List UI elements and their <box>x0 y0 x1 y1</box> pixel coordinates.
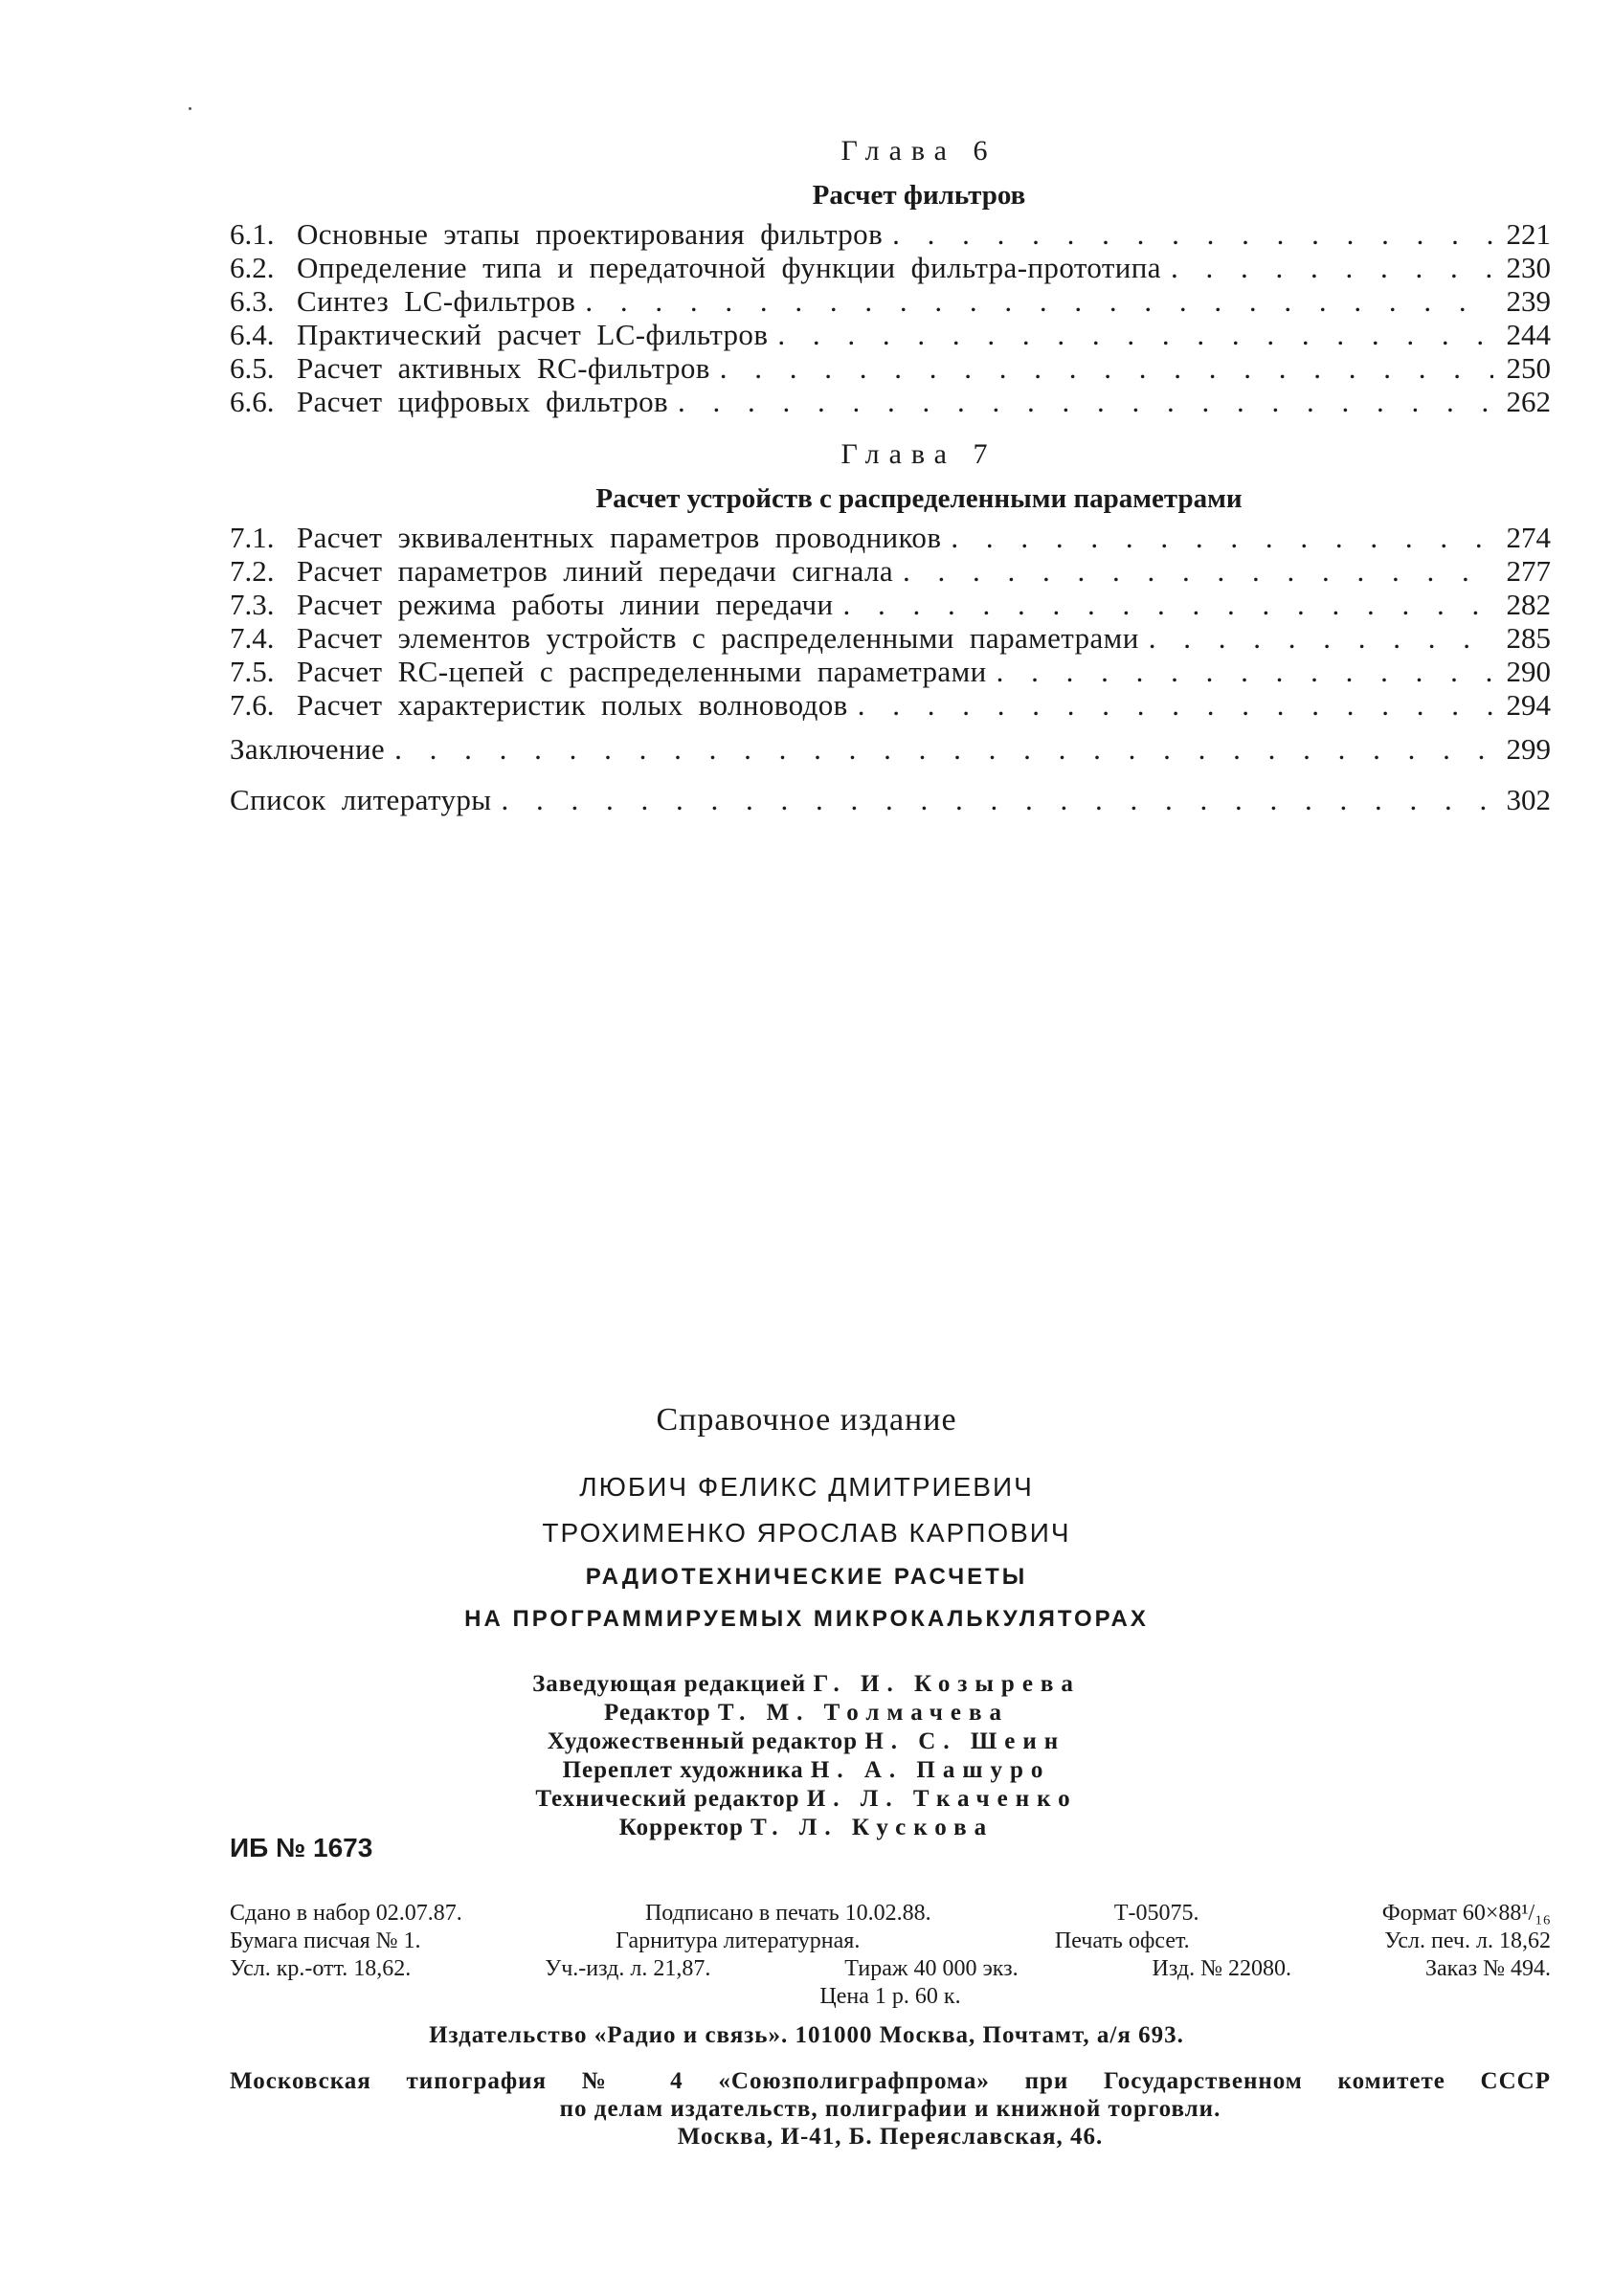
toc-entry-title: Список литературы <box>230 783 492 816</box>
toc-entry-number: 6.4. <box>230 318 275 351</box>
toc-entry <box>230 783 1551 831</box>
technical-field: Бумага писчая № 1. <box>230 1928 421 1953</box>
leader-dots <box>941 521 1493 554</box>
toc-conclusion <box>230 732 1551 780</box>
leader-dots <box>1139 621 1493 655</box>
toc-entry <box>230 588 1551 621</box>
toc-entry-title: Практический расчет LC-фильтров <box>297 318 769 351</box>
toc-entry-title: Синтез LC-фильтров <box>297 284 576 318</box>
technical-line <box>230 1955 1551 1983</box>
leader-dots <box>1161 251 1493 284</box>
author-name: ТРОХИМЕНКО ЯРОСЛАВ КАРПОВИЧ <box>542 1518 1071 1548</box>
toc-entry-number: 6.3. <box>230 284 275 318</box>
toc-entry <box>230 688 1551 722</box>
printer-line: по делам издательств, полиграфии и книжной торговли. <box>559 2096 1221 2122</box>
leader-dots <box>848 688 1493 722</box>
technical-field: Изд. № 22080. <box>1152 1956 1292 1981</box>
toc-entry-title: Расчет активных RC-фильтров <box>297 351 710 385</box>
technical-data <box>230 1900 1551 2011</box>
technical-field: Тираж 40 000 экз. <box>844 1956 1019 1981</box>
staff-name: Г. И. Козырева <box>813 1671 1081 1697</box>
toc-entry-page: 285 <box>1506 621 1551 655</box>
edition-type: Справочное издание <box>656 1402 957 1438</box>
technical-field: Печать офсет. <box>1054 1928 1190 1953</box>
staff-role: Технический редактор <box>535 1786 800 1812</box>
toc-entry-page: 262 <box>1506 385 1551 418</box>
toc-entry-number: 7.3. <box>230 588 275 621</box>
toc-entry-title: Расчет параметров линий передачи сигнала <box>297 554 893 588</box>
toc-entry-number: 6.5. <box>230 351 275 385</box>
toc-entry-number: 7.5. <box>230 655 275 688</box>
toc-entry-title: Расчет цифровых фильтров <box>297 385 669 418</box>
toc-entry-page: 299 <box>1506 732 1551 766</box>
technical-lines <box>230 1900 1551 1983</box>
toc-entry-page: 244 <box>1506 318 1551 351</box>
toc-entry <box>230 732 1551 780</box>
leader-dots <box>492 783 1493 816</box>
staff-name: Н. А. Пашуро <box>810 1757 1051 1783</box>
chapter-title: Расчет фильтров <box>812 180 1026 211</box>
printer-line: Московская типография № 4 «Союзполиграфпрома» при Государственном комитете СССР <box>230 2068 1551 2094</box>
staff-role: Переплет художника <box>562 1757 804 1783</box>
toc-entries <box>230 521 1551 722</box>
staff-name: Т. Л. Кускова <box>750 1815 995 1840</box>
book-title: НА ПРОГРАММИРУЕМЫХ МИКРОКАЛЬКУЛЯТОРАХ <box>464 1606 1149 1632</box>
toc-entry-page: 274 <box>1506 521 1551 554</box>
book-title: РАДИОТЕХНИЧЕСКИЕ РАСЧЕТЫ <box>585 1564 1028 1590</box>
toc-chapter-7 <box>230 433 1551 722</box>
toc-entry <box>230 385 1551 418</box>
staff-name: И. Л. Ткаченко <box>806 1786 1078 1812</box>
toc-bibliography <box>230 783 1551 831</box>
toc-entry <box>230 318 1551 351</box>
leader-dots <box>833 588 1493 621</box>
editorial-staff <box>0 1670 1613 1842</box>
technical-field: Усл. печ. л. 18,62 <box>1384 1928 1551 1953</box>
leader-dots <box>987 655 1493 688</box>
scan-speck <box>189 107 191 110</box>
technical-field: Подписано в печать 10.02.88. <box>644 1901 931 1926</box>
toc-entry-number: 7.4. <box>230 621 275 655</box>
staff-line <box>0 1756 1613 1785</box>
toc-entry-title: Расчет эквивалентных параметров проводников <box>297 521 942 554</box>
publisher-address: Издательство «Радио и связь». 101000 Москва, Почтамт, а/я 693. <box>429 2022 1184 2048</box>
printer-info <box>230 2067 1551 2151</box>
leader-dots <box>385 732 1493 766</box>
staff-line <box>0 1728 1613 1756</box>
technical-field: Уч.-изд. л. 21,87. <box>545 1956 711 1981</box>
toc-entry-number: 7.6. <box>230 688 275 722</box>
toc-entry-title: Заключение <box>230 732 386 766</box>
technical-field: Формат 60×88¹/₁₆ <box>1381 1901 1551 1926</box>
toc-entry <box>230 217 1551 251</box>
chapter-title: Расчет устройств с распределенными параметрами <box>595 483 1243 514</box>
staff-role: Художественный редактор <box>547 1728 859 1754</box>
toc-entry-page: 302 <box>1506 783 1551 816</box>
leader-dots <box>883 217 1493 251</box>
technical-line <box>230 1900 1551 1928</box>
toc-entry-page: 290 <box>1506 655 1551 688</box>
toc-entry-number: 7.1. <box>230 521 275 554</box>
staff-line <box>0 1785 1613 1814</box>
toc-entry <box>230 284 1551 318</box>
leader-dots <box>768 318 1493 351</box>
technical-field: Усл. кр.-отт. 18,62. <box>230 1956 412 1981</box>
toc-entry-number: 6.2. <box>230 251 275 284</box>
toc-entry-title: Расчет режима работы линии передачи <box>297 588 834 621</box>
toc-entry-page: 250 <box>1506 351 1551 385</box>
leader-dots <box>710 351 1493 385</box>
toc-entry-page: 239 <box>1506 284 1551 318</box>
technical-field: Т-05075. <box>1113 1901 1199 1926</box>
toc-entry-page: 230 <box>1506 251 1551 284</box>
toc-entry <box>230 351 1551 385</box>
leader-dots <box>668 385 1493 418</box>
toc-entry-title: Расчет характеристик полых волноводов <box>297 688 848 722</box>
staff-line <box>0 1699 1613 1728</box>
staff-role: Редактор <box>604 1700 711 1726</box>
staff-line <box>0 1670 1613 1699</box>
author-name: ЛЮБИЧ ФЕЛИКС ДМИТРИЕВИЧ <box>579 1472 1034 1502</box>
toc-entry <box>230 655 1551 688</box>
leader-dots <box>575 284 1493 318</box>
toc-entry-page: 282 <box>1506 588 1551 621</box>
toc-entry <box>230 521 1551 554</box>
staff-role: Заведующая редакцией <box>532 1671 807 1697</box>
toc-entry <box>230 251 1551 284</box>
technical-field: Гарнитура литературная. <box>616 1928 861 1953</box>
toc-entry-title: Расчет элементов устройств с распределенными параметрами <box>297 621 1139 655</box>
toc-entry-page: 277 <box>1506 554 1551 588</box>
toc-entry-title: Определение типа и передаточной функции фильтра-прототипа <box>297 251 1161 284</box>
toc-entry-page: 294 <box>1506 688 1551 722</box>
ib-number: ИБ № 1673 <box>230 1833 373 1862</box>
printer-line: Москва, И-41, Б. Переяславская, 46. <box>677 2124 1104 2150</box>
technical-field: Сдано в набор 02.07.87. <box>230 1901 462 1926</box>
toc-entry-title: Основные этапы проектирования фильтров <box>297 217 884 251</box>
leader-dots <box>893 554 1493 588</box>
toc-entry-number: 6.6. <box>230 385 275 418</box>
toc-entry <box>230 554 1551 588</box>
toc-entry-title: Расчет RC-цепей с распределенными параметрами <box>297 655 987 688</box>
staff-name: Н. С. Шеин <box>864 1728 1066 1754</box>
technical-field: Заказ № 494. <box>1424 1956 1551 1981</box>
chapter-label: Глава 6 <box>840 135 997 167</box>
staff-role: Корректор <box>618 1815 744 1840</box>
price: Цена 1 р. 60 к. <box>819 1984 961 2009</box>
toc-entry-number: 7.2. <box>230 554 275 588</box>
toc-entries <box>230 217 1551 418</box>
toc-chapter-6 <box>230 129 1551 418</box>
staff-name: Т. М. Толмачева <box>717 1700 1009 1726</box>
toc-entry-page: 221 <box>1506 217 1551 251</box>
toc-entry-number: 6.1. <box>230 217 275 251</box>
toc-entry <box>230 621 1551 655</box>
technical-line <box>230 1928 1551 1955</box>
chapter-label: Глава 7 <box>840 438 997 470</box>
